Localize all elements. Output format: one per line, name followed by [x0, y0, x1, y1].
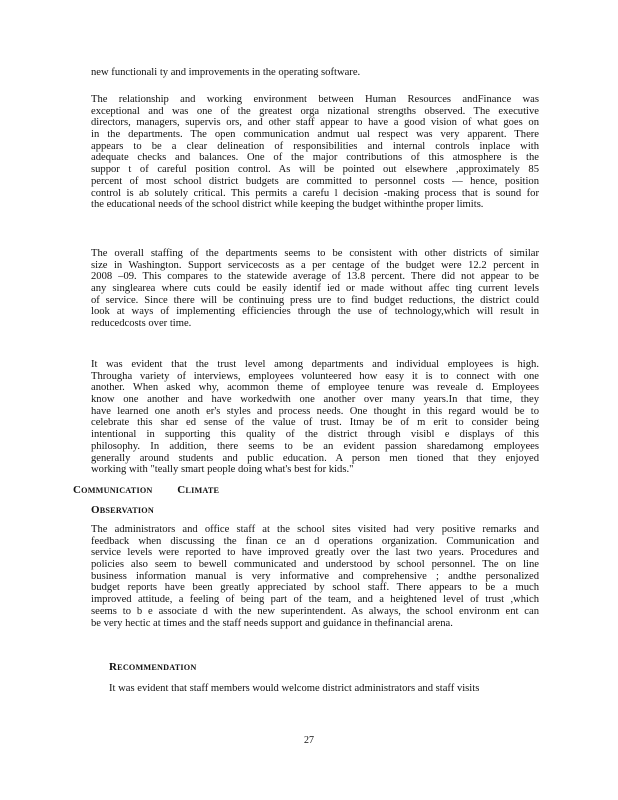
text-line: control is ab solutely critical. This permits a carefu l decision -making process that is sound for	[91, 187, 539, 199]
text-line: The overall staffing of the departments seems to be consistent with other districts of similar	[91, 248, 539, 259]
text-line: size in Washington. Support servicecosts as a per centage of the budget were 12.2 percent in	[91, 259, 539, 271]
paragraph-relationship	[91, 94, 539, 211]
paragraph-observation	[91, 524, 539, 629]
text-line: The administrators and office staff at the school sites visited had very positive remarks and	[91, 524, 539, 535]
text-line: adequate checks and balances. One of the major contributions of this atmosphere is the	[91, 152, 539, 164]
paragraph-staffing	[91, 248, 539, 330]
heading-text: BSERVATION	[99, 506, 154, 515]
text-line: new functionali ty and improvements in the operating software.	[91, 67, 361, 78]
text-line: suppor t of careful position control. As will be pointed out elsewhere ,approximately 85	[91, 164, 539, 176]
section-heading-communication-climate	[73, 484, 219, 496]
text-line: intentional in supporting this quality of the district through visibl e displays of this	[91, 429, 539, 441]
heading-initial: R	[109, 661, 118, 673]
text-line: budget reports have been greatly appreciated by school staff. There appears to be a much	[91, 582, 539, 594]
text-line: of service. Since there will be continuing press ure to find budget reductions, the district could	[91, 294, 539, 306]
text-line: another. When asked why, acommon theme of employee tenure was reveale d. Employees	[91, 382, 539, 394]
text-line: philosophy. In addition, there seems to be an evident passion sharedamong employees	[91, 440, 539, 452]
text-line: service levels were reported to have improved greatly over the last two years. Procedures and	[91, 547, 539, 559]
text-line: have learned one anoth er's styles and process needs. One thought in this regard would be to	[91, 405, 539, 417]
text-line: look at ways of implementing efficiencies through the use of technology,which will result in	[91, 306, 539, 318]
text-line: working with "teally smart people doing what's best for kids."	[91, 464, 354, 476]
heading-initial: C	[73, 484, 82, 496]
subheading-recommendation	[109, 661, 196, 673]
text-line: exceptional and was one of the greatest orga nizational strengths observed. The executive	[91, 105, 539, 117]
text-line: The relationship and working environment between Human Resources andFinance was	[91, 94, 539, 105]
text-line: be very hectic at times and the staff needs support and guidance in thefinancial arena.	[91, 617, 453, 629]
text-line: percent of most school district budgets are committed to personnel costs — hence, position	[91, 175, 539, 187]
text-line: reducedcosts over time.	[91, 318, 192, 330]
text-line: seems to b e associate d with the new superintendent. As always, the school environm ent can	[91, 605, 539, 617]
heading-text: ECOMMENDATION	[117, 663, 197, 672]
text-line: generally around students and public education. A person men tioned that they enjoyed	[91, 452, 539, 464]
page-number: 27	[304, 735, 314, 746]
heading-initial: O	[91, 504, 100, 516]
text-line: the educational needs of the school district while keeping the budget withinthe proper limits.	[91, 199, 484, 211]
text-line: Througha variety of interviews, employees volunteered how easy it is to connect with one	[91, 370, 539, 382]
paragraph-recommendation	[109, 683, 539, 695]
text-line: 2008 –09. This compares to the statewide average of 13.8 percent. There did not appear to be	[91, 271, 539, 283]
text-line: policies also seem to bewell communicated and understood by school personnel. The on line	[91, 559, 539, 571]
text-line: in the departments. The open communication andmut ual respect was very apparent. There	[91, 129, 539, 141]
text-line: appears to be a clear delineation of responsibilities and internal controls inplace with	[91, 140, 539, 152]
paragraph-trust	[91, 359, 539, 476]
text-line: feedback when discussing the finan ce an d operations organization. Communication and	[91, 535, 539, 547]
heading-text: LIMATE	[185, 486, 220, 495]
text-line: It was evident that staff members would welcome district administrators and staff visits	[109, 683, 480, 694]
text-line: know one another and have workedwith one another over many years.In that time, they	[91, 394, 539, 406]
text-line: celebrate this shar ed sense of the value of trust. Itmay be of m erit to consider being	[91, 417, 539, 429]
text-line: business information manual is very informative and comprehensive ; andthe personalized	[91, 570, 539, 582]
heading-initial: C	[177, 484, 186, 496]
text-line: It was evident that the trust level among departments and individual employees is high.	[91, 359, 539, 370]
text-line: directors, managers, supervis ors, and other staff appear to have a good vision of what goes on	[91, 117, 539, 129]
text-line: any singlearea where cuts could be easily identif ied or made without affec ting current levels	[91, 283, 539, 295]
paragraph-continued	[91, 67, 539, 79]
text-line: improved attitude, a feeling of being part of the team, and a heightened level of trust ,which	[91, 594, 539, 606]
heading-text: OMMUNICATION	[81, 486, 153, 495]
subheading-observation	[91, 504, 154, 516]
